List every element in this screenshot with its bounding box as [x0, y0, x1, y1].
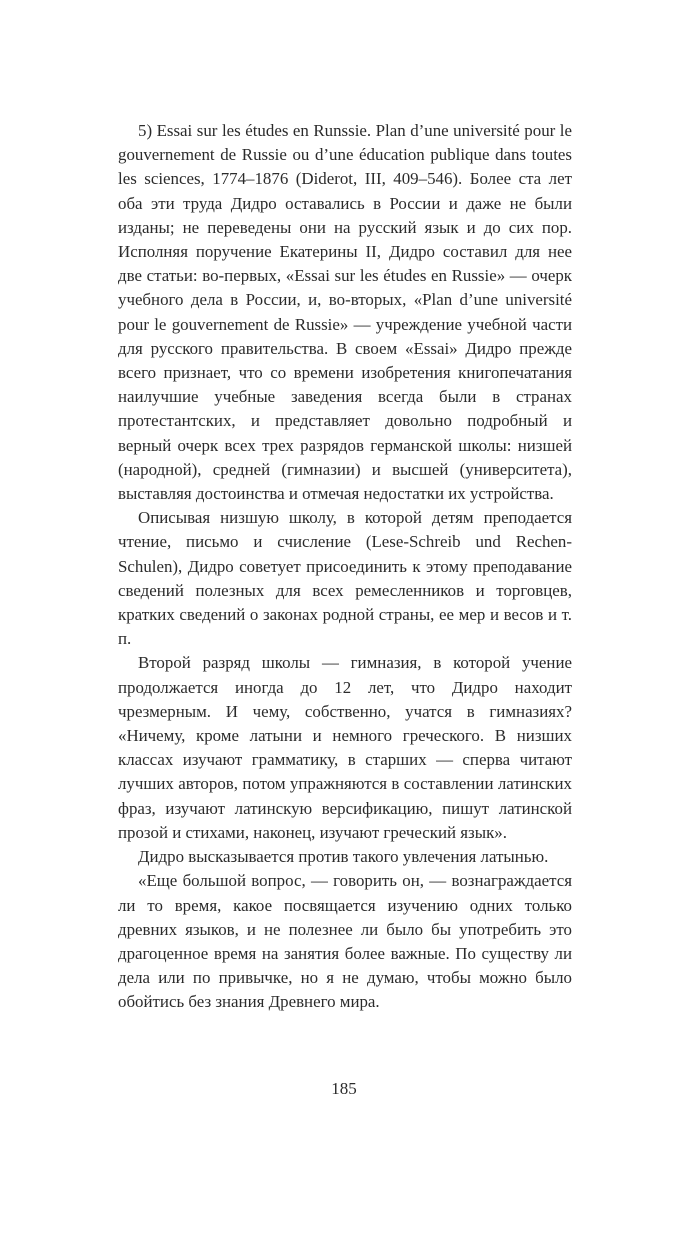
- body-text: [118, 119, 572, 1015]
- paragraph-3: Второй разряд школы — гимназия, в которой учение продолжается иногда до 12 лет, что Дидро находит чрезмерным. И чему, собственно, учатся в гимназиях? «Ничему, кроме латыни и немного греческого. В низших классах изучают грамматику, в старших — сперва читают лучших авторов, потом упражняются в составлении латинских фраз, изучают латинскую версификацию, пишут латинской прозой и стихами, наконец, изучают греческий язык».: [118, 653, 572, 842]
- paragraph-4: Дидро высказывается против такого увлечения латынью.: [138, 847, 549, 867]
- page-number: 185: [331, 1079, 357, 1098]
- paragraph-1: 5) Essai sur les études en Runssie. Plan d’une université pour le gouvernement de Russie ou d’une éducation publique dans toutes les sciences, 1774–1876 (Diderot, III, 409–546). Более ста лет оба эти труда Дидро оставались в России и даже не были изданы; не переведены они на русский язык и до сих пор. Исполняя поручение Екатерины II, Дидро составил для нее две статьи: во-первых, «Essai sur les études en Russie» — очерк учебного дела в России, и, во-вторых, «Plan d’une université pour le gouvernement de Russie» — учреждение учебной части для русского правительства. В своем «Essai» Дидро прежде всего признает, что со времени изобретения книгопечатания наилучшие учебные заведения всегда были в странах протестантских, и представляет довольно подробный и верный очерк всех трех разрядов германской школы: низшей (народной), средней (гимназии) и высшей (университета), выставляя достоинства и отмечая недостатки их устройства.: [118, 121, 572, 504]
- paragraph-5: «Еще большой вопрос, — говорить он, — вознаграждается ли то время, какое посвящается изучению одних только древних языков, и не полезнее ли было бы употребить это драгоценное время на занятия более важные. По существу ли дела или по привычке, но я не думаю, чтобы можно было обойтись без знания Древнего мира.: [118, 871, 572, 1012]
- paragraph-2: Описывая низшую школу, в которой детям преподается чтение, письмо и счисление (Lese-Schreib und Rechen-Schulen), Дидро советует присоединить к этому преподавание сведений полезных для всех ремесленников и торговцев, кратких сведений о законах родной страны, ее мер и весов и т. п.: [118, 508, 572, 649]
